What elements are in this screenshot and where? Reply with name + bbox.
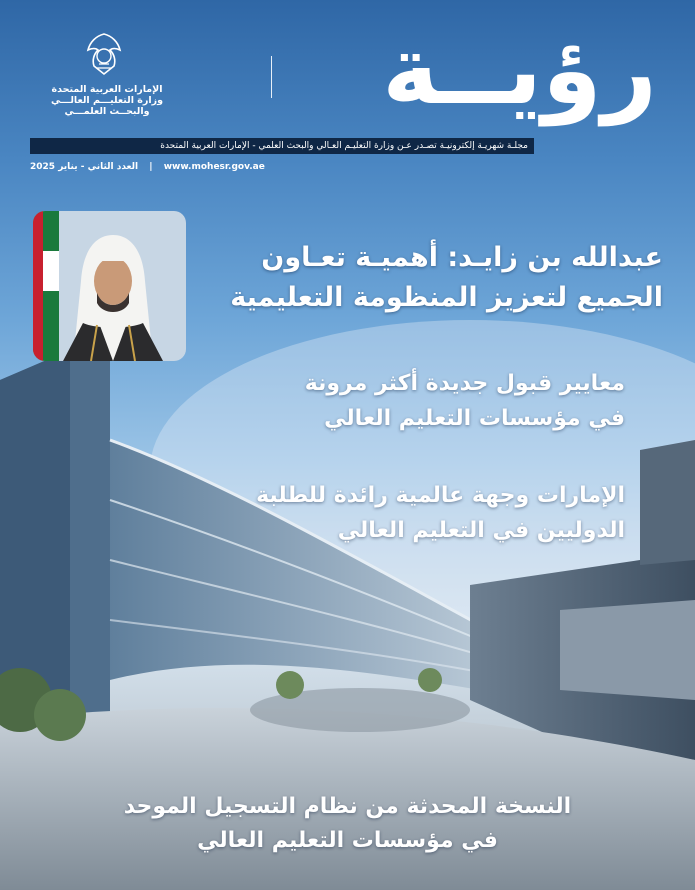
lead-headline[interactable]	[230, 238, 663, 318]
header-divider	[271, 56, 272, 98]
ministry-name	[30, 84, 184, 117]
ministry-line-3: والبحــث العلمـــي	[64, 106, 150, 117]
magazine-tagline: مجلـة شهريـة إلكترونيـة تصـدر عـن وزارة التعليـم العـالي والبحث العلمي - الإمارات العربية المتحدة	[160, 141, 528, 151]
ministry-line-1: الإمارات العربية المتحدة	[51, 84, 163, 95]
registration-headline-line-1: النسخة المحدثة من نظام التسجيل الموحد	[123, 794, 572, 819]
issue-separator: |	[149, 162, 153, 172]
lead-headline-line-2: الجميع لتعزيز المنظومة التعليمية	[230, 282, 663, 313]
magazine-masthead: رؤيــة	[382, 14, 657, 126]
issue-info	[30, 162, 273, 172]
lead-headline-line-1: عبدالله بن زايـد: أهميـة تعـاون	[261, 242, 663, 273]
website-link[interactable]: www.mohesr.gov.ae	[163, 162, 265, 172]
registration-system-headline[interactable]	[0, 790, 695, 858]
international-headline-line-1: الإمارات وجهة عالمية رائدة للطلبة	[256, 483, 625, 508]
portrait-photo	[33, 211, 186, 361]
issue-number: العدد الثاني - يناير 2025	[30, 162, 139, 172]
international-headline-line-2: الدوليين في التعليم العالي	[337, 518, 625, 543]
international-students-headline[interactable]	[256, 478, 625, 548]
admission-headline-line-1: معايير قبول جديدة أكثر مرونة	[304, 371, 625, 396]
admission-headline[interactable]	[305, 366, 625, 436]
admission-headline-line-2: في مؤسسات التعليم العالي	[324, 406, 625, 431]
uae-emblem-icon	[82, 30, 126, 78]
ministry-line-2: وزارة التعليـــم العالـــي	[50, 95, 163, 106]
registration-headline-line-2: في مؤسسات التعليم العالي	[197, 828, 498, 853]
